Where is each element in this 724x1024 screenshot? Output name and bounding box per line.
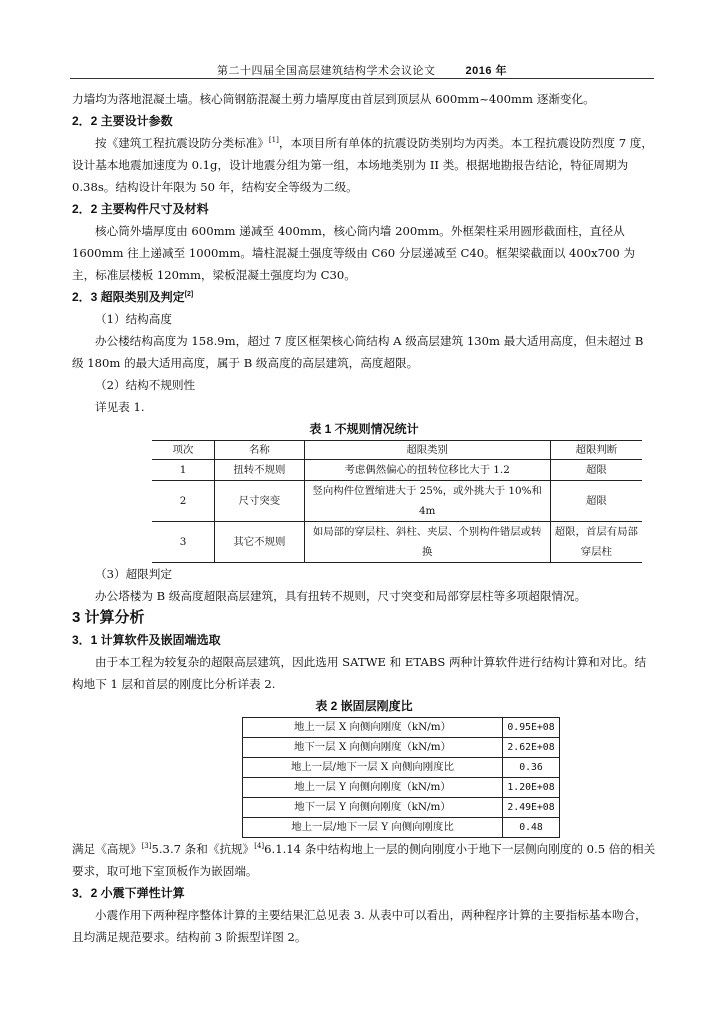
table-2-stiffness-ratio bbox=[242, 717, 560, 838]
t1-cell-category: 如局部的穿层柱、斜柱、夹层、个别构件错层或转换 bbox=[304, 522, 550, 563]
members-paragraph: 核心筒外墙厚度由 600mm 递减至 400mm，核心筒内墙 200mm。外框架柱采用圆形截面柱，直径从 1600mm 往上递减至 1000mm。墙柱混凝土强度等级由 C60 分层递减至 C40。框架梁截面以 400x700 为主，标准层楼板 120mm，梁板混凝土强度均为 C30。 bbox=[72, 224, 636, 282]
t1-cell-name: 尺寸突变 bbox=[215, 481, 304, 522]
t1-col-judgement: 超限判断 bbox=[550, 441, 642, 460]
t2-label: 地上一层 Y 向侧向刚度（kN/m） bbox=[243, 778, 503, 798]
t1-cell-name: 扭转不规则 bbox=[215, 460, 304, 481]
height-paragraph: 办公楼结构高度为 158.9m，超过 7 度区框架核心筒结构 A 级高层建筑 130m 最大适用高度，但未超过 B 级 180m 的最大适用高度，属于 B 级高度的高层建筑，高度超限。 bbox=[72, 334, 644, 370]
table-row bbox=[152, 481, 642, 522]
t1-cell-judgement: 超限 bbox=[550, 460, 642, 481]
table-row bbox=[152, 522, 642, 563]
table-2-caption: 表 2 嵌固层刚度比 bbox=[315, 699, 413, 713]
running-header bbox=[70, 62, 654, 78]
elastic-analysis-paragraph: 小震作用下两种程序整体计算的主要结果汇总见表 3. 从表中可以看出，两种程序计算的主要指标基本吻合，且均满足规范要求。结构前 3 阶振型详图 2。 bbox=[72, 908, 647, 944]
section-2-2-design-params-title: 2．2 主要设计参数 bbox=[72, 114, 173, 128]
subheading-judgement: （3）超限判定 bbox=[95, 567, 172, 581]
section-3-2-title: 3．2 小震下弹性计算 bbox=[72, 886, 185, 900]
t2-value: 2.62E+08 bbox=[503, 738, 560, 758]
design-params-text2: ，本项目所有单体的抗震设防类别均为丙类。本工程抗震设防烈度 7 度，设计基本地震加速度为 0.1g，设计地震分组为第一组，本场地类别为 II 类。根据地勘报告结论，特征周期为 0.38s。结构设计年限为 50 年，结构安全等级为二级。 bbox=[72, 136, 653, 194]
header-year: 2016 年 bbox=[465, 65, 508, 77]
design-params-paragraph bbox=[72, 132, 656, 198]
ref-2: [2] bbox=[184, 291, 194, 298]
emb-text1: 满足《高规》 bbox=[72, 842, 142, 856]
judgement-paragraph: 办公塔楼为 B 级高度超限高层建筑，具有扭转不规则，尺寸突变和局部穿层柱等多项超限情况。 bbox=[95, 589, 587, 603]
table-row bbox=[243, 778, 560, 798]
section-3-1-title: 3．1 计算软件及嵌固端选取 bbox=[72, 633, 221, 647]
t1-cell-category: 竖向构件位置缩进大于 25%，或外挑大于 10%和 4m bbox=[304, 481, 550, 522]
t1-cell-judgement: 超限，首层有局部穿层柱 bbox=[550, 522, 642, 563]
t2-label: 地上一层/地下一层 Y 向侧向刚度比 bbox=[243, 818, 503, 838]
t1-cell-num: 1 bbox=[152, 460, 215, 481]
header-title: 第二十四届全国高层建筑结构学术会议论文 bbox=[216, 64, 436, 77]
subheading-irregularity: （2）结构不规则性 bbox=[95, 378, 196, 392]
table-1-header-row bbox=[152, 441, 642, 460]
see-table-1: 详见表 1. bbox=[95, 400, 145, 414]
header-rule bbox=[70, 78, 654, 79]
table-1-irregularity bbox=[152, 440, 642, 563]
table-1-caption: 表 1 不规则情况统计 bbox=[309, 422, 419, 436]
emb-text2: 5.3.7 条和《抗规》 bbox=[151, 842, 255, 856]
design-params-text1: 按《建筑工程抗震设防分类标准》 bbox=[95, 136, 269, 150]
t2-label: 地上一层 X 向侧向刚度（kN/m） bbox=[243, 718, 503, 738]
t1-col-category: 超限类别 bbox=[304, 441, 550, 460]
ref-1: [1] bbox=[268, 136, 279, 145]
section-2-2-members-title: 2．2 主要构件尺寸及材料 bbox=[72, 202, 209, 216]
table-row bbox=[243, 718, 560, 738]
t2-value: 0.36 bbox=[503, 758, 560, 778]
t1-cell-category: 考虑偶然偏心的扭转位移比大于 1.2 bbox=[304, 460, 550, 481]
t2-value: 2.49E+08 bbox=[503, 798, 560, 818]
t1-cell-num: 2 bbox=[152, 481, 215, 522]
body-content bbox=[72, 88, 656, 948]
t1-col-num: 项次 bbox=[152, 441, 215, 460]
table-row bbox=[243, 738, 560, 758]
software-paragraph: 由于本工程为较复杂的超限高层建筑，因此选用 SATWE 和 ETABS 两种计算软件进行结构计算和对比。结构地下 1 层和首层的刚度比分析详表 2. bbox=[72, 655, 647, 691]
t2-value: 1.20E+08 bbox=[503, 778, 560, 798]
t2-value: 0.95E+08 bbox=[503, 718, 560, 738]
t1-cell-name: 其它不规则 bbox=[215, 522, 304, 563]
t1-cell-judgement: 超限 bbox=[550, 481, 642, 522]
table-row bbox=[152, 460, 642, 481]
subheading-height: （1）结构高度 bbox=[95, 312, 172, 326]
ref-4: [4] bbox=[254, 842, 265, 851]
table-row bbox=[243, 818, 560, 838]
intro-paragraph: 力墙均为落地混凝土墙。核心筒钢筋混凝土剪力墙厚度由首层到顶层从 600mm~400mm 逐渐变化。 bbox=[72, 92, 595, 106]
embedded-end-paragraph bbox=[72, 838, 656, 882]
t2-value: 0.48 bbox=[503, 818, 560, 838]
t1-cell-num: 3 bbox=[152, 522, 215, 563]
table-row bbox=[243, 758, 560, 778]
ref-3: [3] bbox=[141, 842, 152, 851]
t2-label: 地下一层 X 向侧向刚度（kN/m） bbox=[243, 738, 503, 758]
t2-label: 地上一层/地下一层 X 向侧向刚度比 bbox=[243, 758, 503, 778]
section-3-title: 3 计算分析 bbox=[72, 609, 145, 626]
t1-col-name: 名称 bbox=[215, 441, 304, 460]
t2-label: 地下一层 Y 向侧向刚度（kN/m） bbox=[243, 798, 503, 818]
section-2-3-title bbox=[72, 286, 656, 308]
section-2-3-title-text: 2．3 超限类别及判定 bbox=[72, 290, 185, 304]
table-row bbox=[243, 798, 560, 818]
emb-text3: 6.1.14 条中结构地上一层的侧向刚度小于地下一层侧向刚度的 0.5 倍的相关要求，取可地下室顶板作为嵌固端。 bbox=[72, 842, 656, 878]
